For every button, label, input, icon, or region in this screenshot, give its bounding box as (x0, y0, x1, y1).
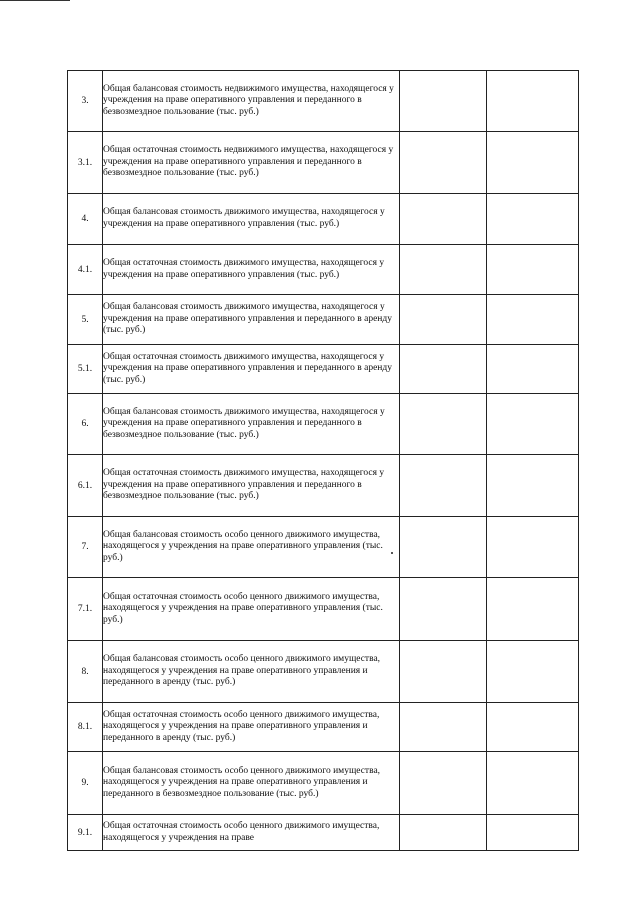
value-cell[interactable] (487, 703, 579, 752)
table-row (68, 132, 579, 194)
row-description: Общая балансовая стоимость особо ценного движимого имущества, находящегося у учреждения на праве оперативного управления (тыс. руб.) (103, 517, 400, 578)
table-row (68, 455, 579, 517)
row-number: 8.1. (68, 703, 103, 752)
value-cell[interactable] (400, 71, 487, 132)
table-row (68, 815, 579, 851)
value-cell[interactable] (400, 345, 487, 394)
table-row (68, 517, 579, 578)
row-number: 8. (68, 641, 103, 703)
row-description: Общая балансовая стоимость движимого имущества, находящегося у учреждения на праве оперативного управления и переданного в аренду (тыс. руб.) (103, 295, 400, 345)
value-cell[interactable] (487, 578, 579, 641)
value-cell[interactable] (400, 295, 487, 345)
row-number: 5.1. (68, 345, 103, 394)
table-row (68, 194, 579, 245)
row-number: 4. (68, 194, 103, 245)
table-row (68, 295, 579, 345)
stray-mark (391, 552, 393, 554)
row-description: Общая балансовая стоимость недвижимого имущества, находящегося у учреждения на праве оперативного управления и переданного в безвозмездное пользование (тыс. руб.) (103, 71, 400, 132)
value-cell[interactable] (400, 641, 487, 703)
value-cell[interactable] (487, 345, 579, 394)
row-description: Общая остаточная стоимость движимого имущества, находящегося у учреждения на праве оперативного управления и переданного в безвозмездное пользование (тыс. руб.) (103, 455, 400, 517)
table-row (68, 245, 579, 295)
row-description: Общая остаточная стоимость особо ценного движимого имущества, находящегося у учреждения на праве оперативного управления и переданного в аренду (тыс. руб.) (103, 703, 400, 752)
row-description: Общая остаточная стоимость недвижимого имущества, находящегося у учреждения на праве оперативного управления и переданного в безвозмездное пользование (тыс. руб.) (103, 132, 400, 194)
table-row (68, 345, 579, 394)
value-cell[interactable] (487, 394, 579, 455)
value-cell[interactable] (400, 752, 487, 815)
row-description: Общая остаточная стоимость движимого имущества, находящегося у учреждения на праве оперативного управления (тыс. руб.) (103, 245, 400, 295)
value-cell[interactable] (400, 394, 487, 455)
value-cell[interactable] (487, 815, 579, 851)
table-row (68, 703, 579, 752)
row-number: 7.1. (68, 578, 103, 641)
row-number: 7. (68, 517, 103, 578)
row-number: 9.1. (68, 815, 103, 851)
row-number: 9. (68, 752, 103, 815)
value-cell[interactable] (487, 455, 579, 517)
row-description: Общая остаточная стоимость особо ценного движимого имущества, находящегося у учреждения на праве (103, 815, 400, 851)
row-number: 3.1. (68, 132, 103, 194)
value-cell[interactable] (400, 194, 487, 245)
property-value-table (67, 70, 579, 851)
value-cell[interactable] (487, 752, 579, 815)
table-row (68, 578, 579, 641)
top-rule (0, 0, 70, 1)
value-cell[interactable] (487, 71, 579, 132)
value-cell[interactable] (400, 455, 487, 517)
value-cell[interactable] (487, 641, 579, 703)
value-cell[interactable] (400, 703, 487, 752)
value-cell[interactable] (487, 517, 579, 578)
value-cell[interactable] (400, 132, 487, 194)
row-number: 5. (68, 295, 103, 345)
row-description: Общая балансовая стоимость движимого имущества, находящегося у учреждения на праве оперативного управления и переданного в безвозмездное пользование (тыс. руб.) (103, 394, 400, 455)
table-row (68, 641, 579, 703)
table-row (68, 752, 579, 815)
value-cell[interactable] (400, 517, 487, 578)
row-number: 6. (68, 394, 103, 455)
value-cell[interactable] (487, 132, 579, 194)
table-row (68, 71, 579, 132)
row-description: Общая балансовая стоимость особо ценного движимого имущества, находящегося у учреждения на праве оперативного управления и переданного в аренду (тыс. руб.) (103, 641, 400, 703)
value-cell[interactable] (400, 578, 487, 641)
value-cell[interactable] (400, 815, 487, 851)
row-number: 3. (68, 71, 103, 132)
row-description: Общая балансовая стоимость особо ценного движимого имущества, находящегося у учреждения на праве оперативного управления и переданного в безвозмездное пользование (тыс. руб.) (103, 752, 400, 815)
row-description: Общая балансовая стоимость движимого имущества, находящегося у учреждения на праве оперативного управления (тыс. руб.) (103, 194, 400, 245)
row-number: 6.1. (68, 455, 103, 517)
value-cell[interactable] (487, 295, 579, 345)
value-cell[interactable] (487, 245, 579, 295)
row-description: Общая остаточная стоимость особо ценного движимого имущества, находящегося у учреждения на праве оперативного управления (тыс. руб.) (103, 578, 400, 641)
row-description: Общая остаточная стоимость движимого имущества, находящегося у учреждения на праве оперативного управления и переданного в аренду (тыс. руб.) (103, 345, 400, 394)
row-number: 4.1. (68, 245, 103, 295)
value-cell[interactable] (487, 194, 579, 245)
value-cell[interactable] (400, 245, 487, 295)
table-row (68, 394, 579, 455)
